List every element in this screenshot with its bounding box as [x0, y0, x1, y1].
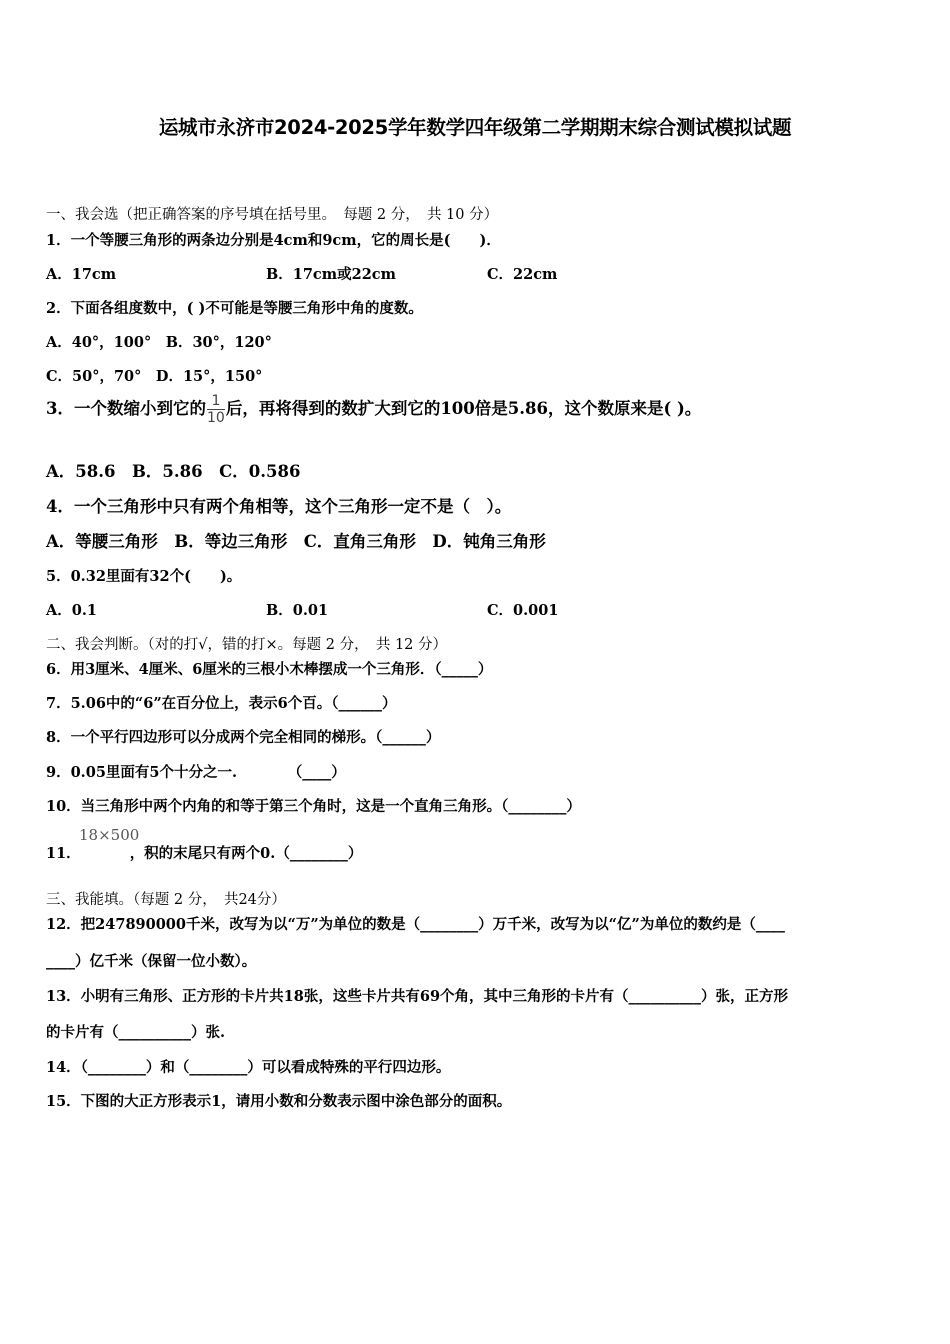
question-3-text-before: 3．一个数缩小到它的 — [46, 399, 206, 418]
question-11-text: ，积的末尾只有两个0.（________） — [129, 845, 363, 862]
question-1: 1．一个等腰三角形的两条边分别是4cm和9cm，它的周长是( )． — [46, 232, 501, 249]
fraction-numerator: 1 — [207, 393, 225, 410]
section-1-heading: 一、我会选（把正确答案的序号填在括号里。 每题 2 分， 共 10 分） — [46, 207, 499, 223]
question-13-line-1: 13．小明有三角形、正方形的卡片共18张，这些卡片共有69个角，其中三角形的卡片有（__________）张，正方形 — [46, 988, 789, 1005]
question-5: 5．0.32里面有32个( )。 — [46, 568, 242, 585]
section-2-heading: 二、我会判断。（对的打√，错的打×。每题 2 分， 共 12 分） — [46, 637, 447, 653]
question-11-number: 11． — [46, 845, 81, 862]
question-7: 7．5.06中的“6”在百分位上，表示6个百。（______） — [46, 695, 397, 712]
fraction-denominator: 10 — [206, 410, 225, 426]
question-4-options: A．等腰三角形 B．等边三角形 C．直角三角形 D．钝角三角形 — [46, 532, 546, 551]
question-14: 14．（________）和（________）可以看成特殊的平行四边形。 — [46, 1059, 451, 1076]
question-13-line-2: 的卡片有（__________）张. — [46, 1024, 226, 1041]
question-12-line-2: ____）亿千米（保留一位小数）。 — [46, 953, 257, 970]
question-2-options-line-2: C．50°，70° D．15°，150° — [46, 368, 263, 385]
question-10: 10．当三角形中两个内角的和等于第三个角时，这是一个直角三角形。（________） — [46, 798, 581, 815]
question-2-options-line-1: A．40°，100° B．30°，120° — [46, 334, 272, 351]
question-5-options — [46, 599, 558, 620]
fraction-one-tenth — [207, 393, 225, 426]
option-c: C．0.001 — [487, 602, 559, 619]
option-a: A．0.1 — [46, 602, 97, 619]
option-b: B．0.01 — [266, 602, 329, 619]
question-4: 4．一个三角形中只有两个角相等，这个三角形一定不是（ ）。 — [46, 497, 512, 516]
question-1-options — [46, 263, 557, 284]
question-3-options: A．58.6 B．5.86 C．0.586 — [46, 462, 301, 481]
question-15: 15．下图的大正方形表示1，请用小数和分数表示图中涂色部分的面积。 — [46, 1093, 512, 1110]
option-c: C．22cm — [487, 266, 558, 283]
expression-18x500: 18×500 — [79, 826, 140, 844]
question-3 — [46, 393, 701, 426]
question-3-text-after: 后，再将得到的数扩大到它的100倍是5.86，这个数原来是( )。 — [225, 399, 702, 418]
page-title: 运城市永济市2024-2025学年数学四年级第二学期期末综合测试模拟试题 — [158, 116, 792, 139]
question-12-line-1: 12．把247890000千米，改写为以“万”为单位的数是（________）万千米，改写为以“亿”为单位的数约是（____ — [46, 916, 785, 933]
option-a: A．17cm — [46, 266, 117, 283]
option-b: B．17cm或22cm — [266, 266, 396, 283]
question-9: 9．0.05里面有5个十分之一. （____） — [46, 764, 346, 781]
question-8: 8．一个平行四边形可以分成两个完全相同的梯形。（______） — [46, 729, 441, 746]
question-6: 6．用3厘米、4厘米、6厘米的三根小木棒摆成一个三角形．（_____） — [46, 661, 493, 678]
section-3-heading: 三、我能填。（每题 2 分， 共24分） — [46, 892, 286, 908]
question-2: 2．下面各组度数中，( )不可能是等腰三角形中角的度数。 — [46, 300, 423, 317]
question-11 — [46, 842, 362, 863]
